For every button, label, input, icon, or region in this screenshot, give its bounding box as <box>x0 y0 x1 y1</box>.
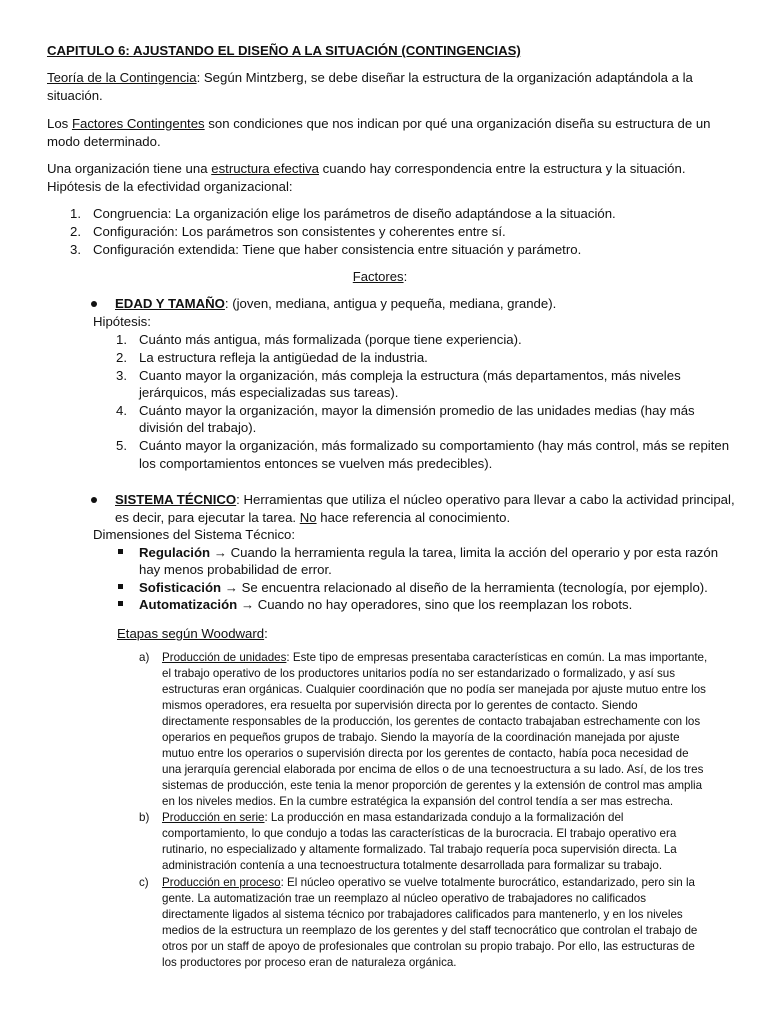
etapa-line: otros por un staff de apoyo de profesionales que controlan su propio trabajo. Por ello, las estructuras de <box>162 940 695 953</box>
list-number: 3. <box>116 368 127 383</box>
etapa-line: en los niveles medios. En la cumbre estratégica la expansión del control tendía a ser mas estrecha. <box>162 795 674 808</box>
etapa-line: estructuras eran orgánicas. Cualquier coordinación que no podía ser manejada por ajuste mutuo entre los <box>162 683 706 696</box>
factor-description: es decir, para ejecutar la tarea. <box>115 510 300 525</box>
paragraph-contingencia-line-2: situación. <box>47 88 103 103</box>
list-item: Cuánto mayor la organización, más formalizado su comportamiento (hay más control, más se repiten <box>139 438 730 453</box>
etapa-line: comportamiento, lo que condujo a todas las características de la burocracia. El trabajo operativo era <box>162 827 677 840</box>
list-letter: b) <box>139 811 150 824</box>
dimension-continuation: hay menos probabilidad de error. <box>139 562 332 577</box>
etapa-line: directamente responsables de la producción, los gerentes de contacto trabajaban estrechamente con los <box>162 715 701 728</box>
etapa-line: el trabajo operativo de los productores unitarios podía no ser estandarizado o formalizado, y así sus <box>162 667 675 680</box>
dimension-sofisticacion <box>139 579 708 596</box>
factor-description: : Herramientas que utiliza el núcleo operativo para llevar a cabo la actividad principal, <box>236 492 735 507</box>
heading-text: Etapas según Woodward <box>117 626 265 641</box>
list-item: Cuánto mayor la organización, mayor la dimensión promedio de las unidades medias (hay más <box>139 403 695 418</box>
etapa-text: : El núcleo operativo se vuelve totalmente burocrático, estandarizado, pero sin la <box>280 876 695 889</box>
etapa-line: una jerarquía gerencial elaborada por encima de ellos o de una tecnoestructura a su lado. Así, de los tres <box>162 763 704 776</box>
heading-colon: : <box>264 626 268 641</box>
page-title: CAPITULO 6: AJUSTANDO EL DISEÑO A LA SITUACIÓN (CONTINGENCIAS) <box>47 43 521 58</box>
arrow-icon: → <box>221 580 242 595</box>
list-item: Congruencia: La organización elige los parámetros de diseño adaptándose a la situación. <box>93 206 616 221</box>
list-number: 3. <box>70 242 81 257</box>
paragraph-contingencia-line-1 <box>47 69 693 86</box>
etapa-produccion-serie <box>162 810 623 826</box>
square-bullet-icon <box>118 584 123 589</box>
etapas-heading <box>117 625 268 642</box>
dimension-label: Sofisticación <box>139 580 222 595</box>
factor-description: : (joven, mediana, antigua y pequeña, mediana, grande). <box>224 296 557 311</box>
etapa-term: Producción en proceso <box>162 876 281 889</box>
term-teoria-contingencia: Teoría de la Contingencia <box>47 70 197 85</box>
paragraph-text: Una organización tiene una <box>47 161 212 176</box>
list-letter: c) <box>139 876 149 889</box>
etapa-line: operarios en pequeños grupos de trabajo. Siendo la mayoría de la coordinación manejada por ajuste <box>162 731 680 744</box>
list-number: 4. <box>116 403 127 418</box>
factor-edad-tamano <box>115 295 556 312</box>
section-heading-factores <box>0 268 760 285</box>
etapa-text: : La producción en masa estandarizada condujo a la formalización del <box>264 811 624 824</box>
factor-description: hace referencia al conocimiento. <box>316 510 511 525</box>
etapa-term: Producción en serie <box>162 811 265 824</box>
paragraph-factores-line-2: modo determinado. <box>47 134 161 149</box>
list-letter: a) <box>139 651 150 664</box>
list-item-continuation: los comportamientos entonces se vuelven más predecibles). <box>139 456 493 471</box>
hipotesis-label: Hipótesis: <box>93 314 151 329</box>
dimension-automatizacion <box>139 596 632 613</box>
list-number: 1. <box>70 206 81 221</box>
paragraph-text: : Según Mintzberg, se debe diseñar la estructura de la organización adaptándola a la <box>196 70 693 85</box>
etapa-produccion-proceso <box>162 875 695 891</box>
list-item: La estructura refleja la antigüedad de la industria. <box>139 350 428 365</box>
paragraph-factores-line-1 <box>47 115 711 132</box>
etapa-line: sistemas de producción, este tenia la menor proporción de gerentes y la extensión de control mas amplia <box>162 779 703 792</box>
etapa-produccion-unidades <box>162 650 707 666</box>
etapa-text: : Este tipo de empresas presentaba características en común. La mas importante, <box>286 651 708 664</box>
list-number: 1. <box>116 332 127 347</box>
factor-label: SISTEMA TÉCNICO <box>115 492 237 507</box>
etapa-term: Producción de unidades <box>162 651 287 664</box>
list-number: 2. <box>116 350 127 365</box>
dimensiones-label: Dimensiones del Sistema Técnico: <box>93 527 296 542</box>
list-item: Cuánto más antigua, más formalizada (porque tiene experiencia). <box>139 332 522 347</box>
dimension-text: Cuando la herramienta regula la tarea, limita la acción del operario y por esta razón <box>230 545 719 560</box>
etapa-line: mismos operadores, era resuelta por supervisión directa por lo gerentes de contacto. Siendo <box>162 699 638 712</box>
term-estructura-efectiva: estructura efectiva <box>211 161 319 176</box>
etapa-line: directamente ligados al sistema técnico por trabajadores calificados para mantenerlo, y en los niveles <box>162 908 683 921</box>
heading-text: Factores <box>352 269 404 284</box>
heading-colon: : <box>403 269 408 284</box>
dimension-text: Cuando no hay operadores, sino que los reemplazan los robots. <box>257 597 633 612</box>
list-item-continuation: jerárquicos, más especializadas sus tareas). <box>139 385 399 400</box>
list-item: Configuración extendida: Tiene que haber consistencia entre situación y parámetro. <box>93 242 582 257</box>
paragraph-estructura-line-2: Hipótesis de la efectividad organizacional: <box>47 179 293 194</box>
dimension-label: Regulación <box>139 545 211 560</box>
paragraph-text: son condiciones que nos indican por qué una organización diseña su estructura de un <box>204 116 711 131</box>
dimension-text: Se encuentra relacionado al diseño de la herramienta (tecnología, por ejemplo). <box>241 580 708 595</box>
emphasis-no: No <box>299 510 317 525</box>
list-item: Cuanto mayor la organización, más compleja la estructura (más departamentos, más niveles <box>139 368 681 383</box>
etapa-line: medios de la estructura un reemplazo de los gerentes y del staff tecnocrático que controlan el trabajo de <box>162 924 698 937</box>
term-factores-contingentes: Factores Contingentes <box>71 116 205 131</box>
etapa-line: los productores por proceso eran de naturaleza orgánica. <box>162 956 457 969</box>
list-number: 2. <box>70 224 81 239</box>
square-bullet-icon <box>118 549 123 554</box>
bullet-icon <box>91 301 97 307</box>
square-bullet-icon <box>118 601 123 606</box>
bullet-icon <box>91 497 97 503</box>
etapa-line: rutinario, no especializado y altamente formalizado. Tal trabajo requería poca supervisión directa. La <box>162 843 677 856</box>
dimension-regulacion <box>139 544 718 561</box>
etapa-line: administración contenía a una tecnoestructura totalmente desarrollada para formalizar su trabajo. <box>162 859 663 872</box>
paragraph-estructura-line-1 <box>47 160 686 177</box>
list-item-continuation: división del trabajo). <box>139 420 257 435</box>
dimension-label: Automatización <box>139 597 238 612</box>
factor-label: EDAD Y TAMAÑO <box>115 296 225 311</box>
factor-sistema-tecnico <box>115 491 735 508</box>
list-number: 5. <box>116 438 127 453</box>
list-item: Configuración: Los parámetros son consistentes y coherentes entre sí. <box>93 224 506 239</box>
arrow-icon: → <box>210 545 231 560</box>
paragraph-text: cuando hay correspondencia entre la estructura y la situación. <box>318 161 686 176</box>
etapa-line: mutuo entre los operarios o supervisión directa por los gerentes de contacto, había poca necesidad de <box>162 747 689 760</box>
etapa-line: gente. La automatización trae un reemplazo al núcleo operativo de trabajadores no calificados <box>162 892 647 905</box>
paragraph-text: Los <box>47 116 72 131</box>
factor-sistema-line-2 <box>115 509 510 526</box>
arrow-icon: → <box>237 597 258 612</box>
